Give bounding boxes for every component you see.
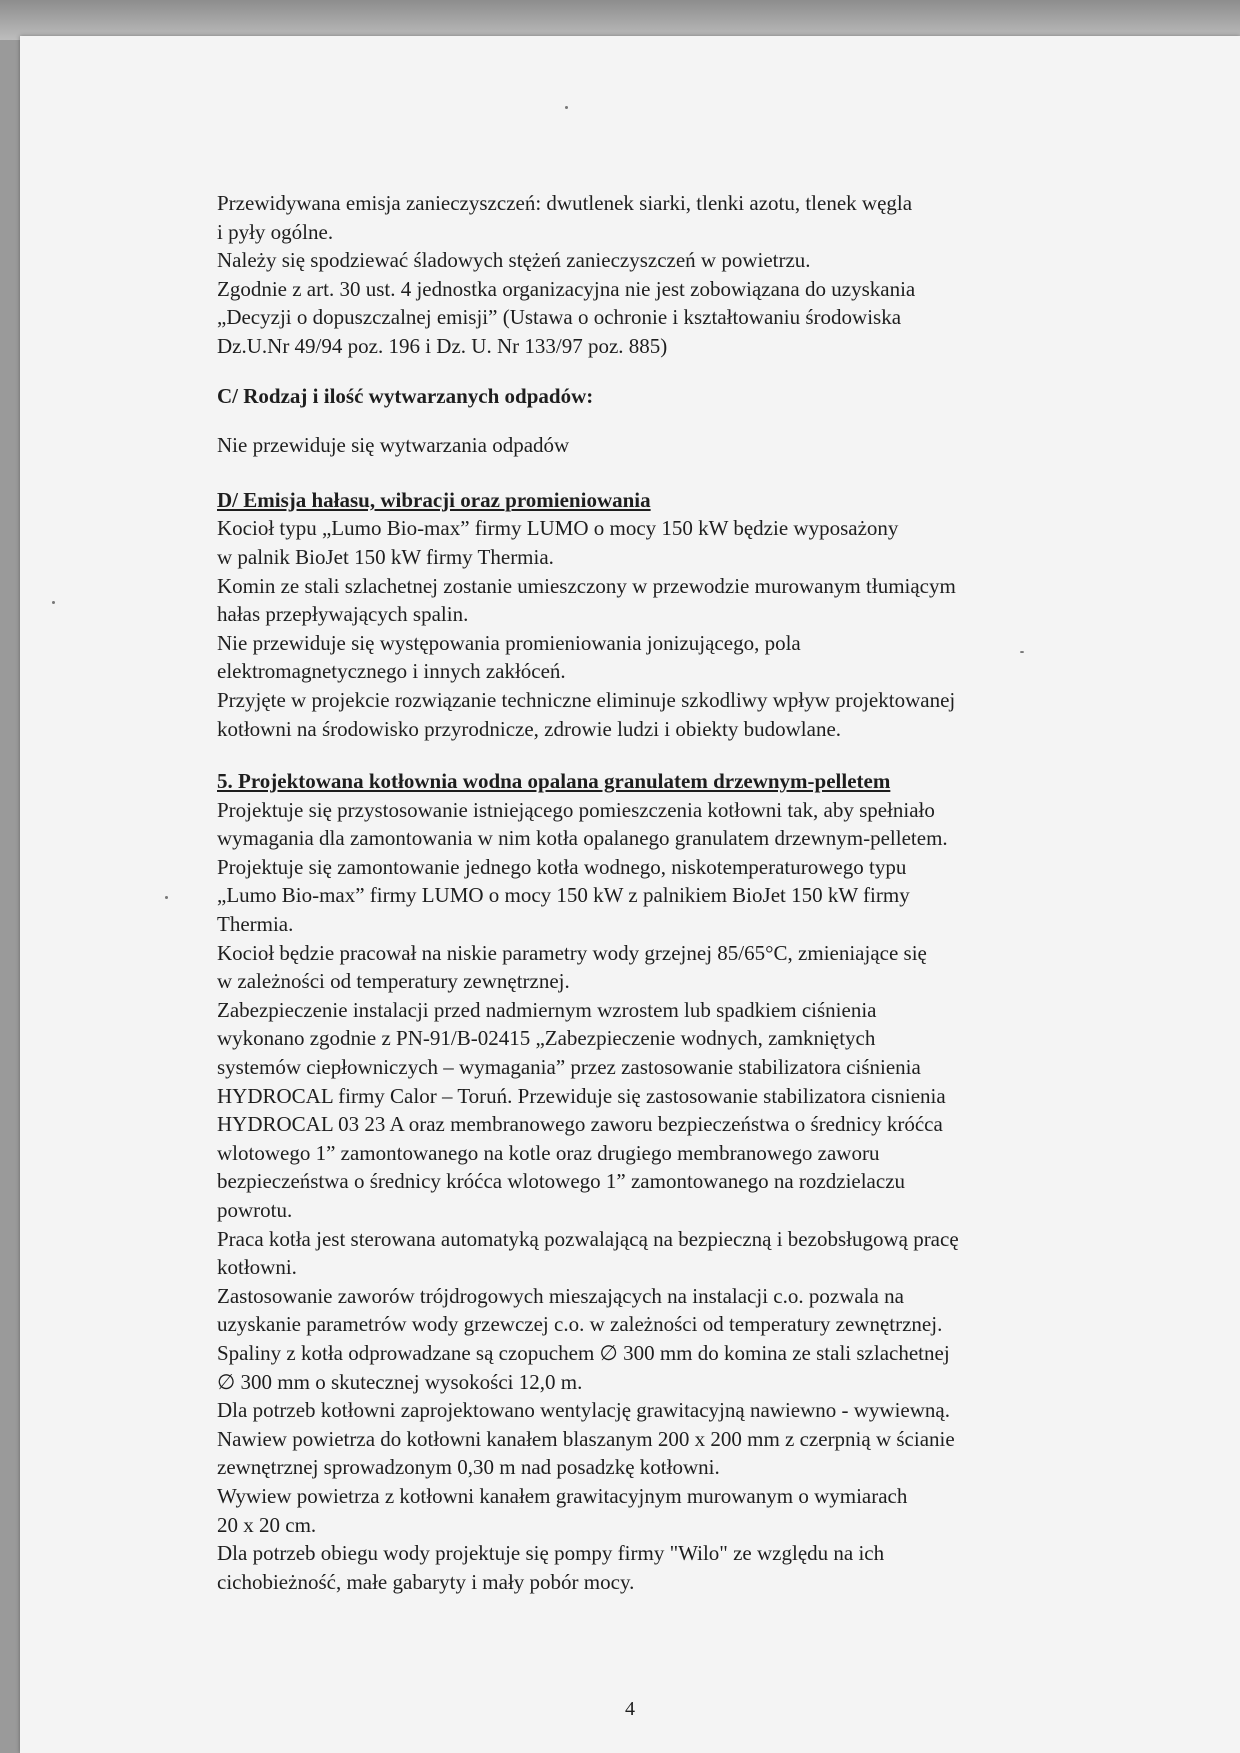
paragraph: Projektuje się przystosowanie istniejącego pomieszczenia kotłowni tak, aby spełniało bbox=[217, 797, 935, 822]
paragraph: kotłowni na środowisko przyrodnicze, zdrowie ludzi i obiekty budowlane. bbox=[217, 716, 842, 741]
paragraph: Zastosowanie zaworów trójdrogowych mieszających na instalacji c.o. pozwala na bbox=[217, 1283, 904, 1308]
paragraph: wykonano zgodnie z PN-91/B-02415 „Zabezpieczenie wodnych, zamkniętych bbox=[217, 1026, 876, 1051]
paragraph: wlotowego 1” zamontowanego na kotle oraz drugiego membranowego zaworu bbox=[217, 1140, 880, 1165]
paragraph: Spaliny z kotła odprowadzane są czopuchem ∅ 300 mm do komina ze stali szlachetnej bbox=[217, 1340, 950, 1365]
section-heading-c: C/ Rodzaj i ilość wytwarzanych odpadów: bbox=[217, 383, 594, 408]
paragraph: Nawiew powietrza do kotłowni kanałem blaszanym 200 x 200 mm z czerpnią w ścianie bbox=[217, 1426, 955, 1451]
paragraph: Thermia. bbox=[217, 912, 294, 937]
paragraph: powrotu. bbox=[217, 1198, 293, 1222]
paragraph: Dla potrzeb kotłowni zaprojektowano wentylację grawitacyjną nawiewno - wywiewną. bbox=[217, 1398, 950, 1423]
page-number: 4 bbox=[625, 1698, 635, 1720]
paragraph: uzyskanie parametrów wody grzewczej c.o. w zależności od temperatury zewnętrznej. bbox=[217, 1312, 943, 1337]
document-page bbox=[20, 36, 1240, 1753]
paragraph: Nie przewiduje się występowania promieniowania jonizującego, pola bbox=[217, 630, 801, 655]
paragraph: systemów ciepłowniczych – wymagania” przez zastosowanie stabilizatora ciśnienia bbox=[217, 1055, 921, 1080]
paragraph: zewnętrznej sprowadzonym 0,30 m nad posadzkę kotłowni. bbox=[217, 1455, 720, 1480]
paragraph: Nie przewiduje się wytwarzania odpadów bbox=[217, 433, 570, 458]
scan-speck bbox=[165, 896, 168, 899]
paragraph: HYDROCAL 03 23 A oraz membranowego zaworu bezpieczeństwa o średnicy króćca bbox=[217, 1112, 943, 1137]
paragraph: kotłowni. bbox=[217, 1255, 297, 1280]
paragraph: wymagania dla zamontowania w nim kotła opalanego granulatem drzewnym-pelletem. bbox=[217, 826, 948, 851]
paragraph: „Decyzji o dopuszczalnej emisji” (Ustawa o ochronie i kształtowaniu środowiska bbox=[217, 305, 902, 330]
paragraph: Należy się spodziewać śladowych stężeń zanieczyszczeń w powietrzu. bbox=[217, 248, 811, 273]
paragraph: HYDROCAL firmy Calor – Toruń. Przewiduje się zastosowanie stabilizatora cisnienia bbox=[217, 1083, 946, 1108]
document-body bbox=[217, 189, 1097, 1596]
paragraph: w zależności od temperatury zewnętrznej. bbox=[217, 969, 570, 994]
paragraph: i pyły ogólne. bbox=[217, 219, 334, 244]
paragraph: Dz.U.Nr 49/94 poz. 196 i Dz. U. Nr 133/97 poz. 885) bbox=[217, 333, 668, 358]
paragraph: „Lumo Bio-max” firmy LUMO o mocy 150 kW z palnikiem BioJet 150 kW firmy bbox=[217, 883, 910, 908]
paragraph: Komin ze stali szlachetnej zostanie umieszczony w przewodzie murowanym tłumiącym bbox=[217, 573, 956, 598]
section-heading-5: 5. Projektowana kotłownia wodna opalana granulatem drzewnym-pelletem bbox=[217, 769, 891, 794]
paragraph: elektromagnetycznego i innych zakłóceń. bbox=[217, 659, 566, 684]
scan-shadow bbox=[0, 0, 1240, 40]
paragraph: Dla potrzeb obiegu wody projektuje się pompy firmy "Wilo" ze względu na ich bbox=[217, 1541, 885, 1566]
scan-speck bbox=[52, 601, 55, 604]
paragraph: Zgodnie z art. 30 ust. 4 jednostka organizacyjna nie jest zobowiązana do uzyskania bbox=[217, 276, 916, 301]
paragraph: Kocioł będzie pracował na niskie parametry wody grzejnej 85/65°C, zmieniające się bbox=[217, 940, 927, 965]
paragraph: w palnik BioJet 150 kW firmy Thermia. bbox=[217, 544, 554, 569]
paragraph: 20 x 20 cm. bbox=[217, 1512, 317, 1537]
paragraph: Przewidywana emisja zanieczyszczeń: dwutlenek siarki, tlenki azotu, tlenek węgla bbox=[217, 191, 913, 215]
paragraph: Wywiew powietrza z kotłowni kanałem grawitacyjnym murowanym o wymiarach bbox=[217, 1483, 908, 1508]
scan-speck bbox=[565, 106, 568, 109]
section-heading-d: D/ Emisja hałasu, wibracji oraz promieniowania bbox=[217, 487, 651, 512]
paragraph: Praca kotła jest sterowana automatyką pozwalającą na bezpieczną i bezobsługową pracę bbox=[217, 1226, 959, 1251]
paragraph: ∅ 300 mm o skutecznej wysokości 12,0 m. bbox=[217, 1369, 583, 1394]
paragraph: cichobieżność, małe gabaryty i mały pobór mocy. bbox=[217, 1569, 635, 1594]
paragraph: Kocioł typu „Lumo Bio-max” firmy LUMO o mocy 150 kW będzie wyposażony bbox=[217, 516, 899, 541]
paragraph: Projektuje się zamontowanie jednego kotła wodnego, niskotemperaturowego typu bbox=[217, 854, 907, 879]
paragraph: Zabezpieczenie instalacji przed nadmiernym wzrostem lub spadkiem ciśnienia bbox=[217, 997, 877, 1022]
paragraph: Przyjęte w projekcie rozwiązanie techniczne eliminuje szkodliwy wpływ projektowanej bbox=[217, 687, 956, 712]
paragraph: hałas przepływających spalin. bbox=[217, 602, 469, 627]
paragraph: bezpieczeństwa o średnicy króćca wlotowego 1” zamontowanego na rozdzielaczu bbox=[217, 1169, 906, 1194]
